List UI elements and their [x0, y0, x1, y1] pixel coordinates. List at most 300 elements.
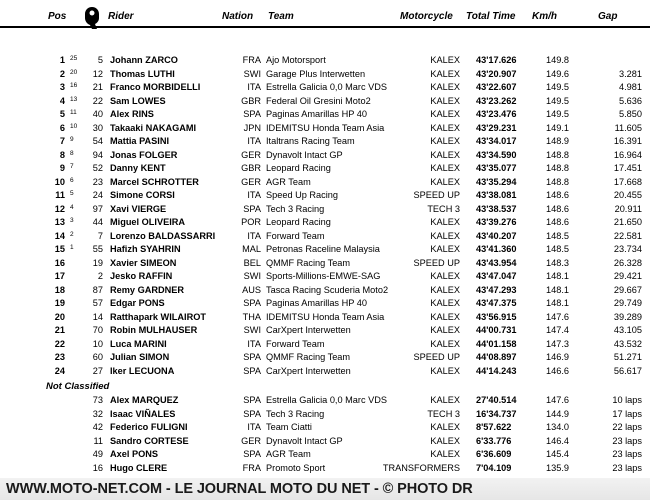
cell-grid-position: 2 — [70, 230, 74, 238]
cell-nation: POR — [241, 217, 261, 227]
cell-total-time: 43'23.476 — [476, 109, 517, 119]
table-row — [0, 462, 650, 476]
cell-position: 21 — [54, 325, 65, 335]
cell-total-time: 43'22.607 — [476, 82, 517, 92]
cell-team: Forward Team — [266, 230, 325, 241]
cell-total-time: 43'40.207 — [476, 230, 517, 241]
header-kmh: Km/h — [532, 11, 557, 22]
cell-rider-name: Edgar PONS — [110, 298, 165, 308]
cell-total-time: 6'33.776 — [476, 435, 512, 446]
cell-nation: SWI — [243, 68, 261, 79]
cell-motorcycle: KALEX — [430, 95, 460, 106]
cell-rider-name: Alex MARQUEZ — [110, 395, 179, 405]
header-nation: Nation — [222, 11, 254, 22]
cell-team: Estrella Galicia 0,0 Marc VDS — [266, 82, 388, 92]
cell-team: Petronas Raceline Malaysia — [266, 244, 380, 254]
cell-rider-number: 23 — [92, 176, 103, 187]
cell-kmh: 148.3 — [546, 257, 569, 268]
cell-nation: SPA — [243, 395, 261, 405]
cell-motorcycle: KALEX — [430, 449, 460, 459]
cell-team: IDEMITSU Honda Team Asia — [266, 311, 385, 322]
not-classified-label: Not Classified — [46, 381, 110, 392]
cell-kmh: 148.6 — [546, 190, 569, 200]
cell-rider-name: Luca MARINI — [110, 338, 167, 349]
table-row — [0, 108, 650, 122]
cell-team: Promoto Sport — [266, 462, 326, 473]
cell-total-time: 27'40.514 — [476, 395, 517, 405]
cell-kmh: 149.5 — [546, 95, 569, 106]
cell-total-time: 43'17.626 — [476, 55, 517, 65]
cell-kmh: 148.1 — [546, 284, 569, 295]
cell-nation: FRA — [242, 462, 261, 473]
cell-nation: THA — [242, 311, 261, 322]
cell-position: 18 — [54, 284, 65, 295]
cell-kmh: 149.5 — [546, 109, 569, 119]
cell-grid-position: 25 — [70, 55, 78, 62]
cell-team: CarXpert Interwetten — [266, 365, 351, 376]
cell-position: 7 — [59, 136, 65, 146]
cell-grid-position: 8 — [70, 149, 74, 157]
cell-grid-position: 9 — [70, 136, 74, 143]
cell-total-time: 43'39.276 — [476, 217, 517, 227]
cell-gap: 29.749 — [613, 298, 642, 308]
cell-rider-number: 5 — [97, 55, 103, 65]
cell-position: 11 — [55, 190, 65, 200]
table-row — [0, 81, 650, 95]
cell-total-time: 44'14.243 — [476, 365, 517, 376]
cell-team: Federal Oil Gresini Moto2 — [266, 95, 371, 106]
cell-rider-name: Sandro CORTESE — [110, 435, 189, 446]
cell-gap: 22 laps — [612, 422, 642, 432]
cell-kmh: 146.4 — [546, 435, 569, 446]
cell-team: Ajo Motorsport — [266, 55, 326, 65]
cell-position: 24 — [54, 365, 65, 376]
cell-nation: GBR — [241, 95, 261, 106]
cell-rider-name: Thomas LUTHI — [110, 68, 175, 79]
cell-gap: 4.981 — [619, 82, 642, 92]
cell-motorcycle: KALEX — [430, 365, 460, 376]
cell-nation: SWI — [243, 325, 261, 335]
cell-gap: 10 laps — [612, 395, 642, 405]
cell-rider-name: Jonas FOLGER — [110, 149, 178, 160]
cell-rider-name: Federico FULIGNI — [110, 422, 188, 432]
cell-gap: 56.617 — [613, 365, 642, 376]
cell-rider-name: Simone CORSI — [110, 190, 175, 200]
cell-total-time: 43'20.907 — [476, 68, 517, 79]
cell-rider-name: Takaaki NAKAGAMI — [110, 122, 197, 133]
cell-rider-name: Danny KENT — [110, 163, 166, 173]
cell-rider-name: Franco MORBIDELLI — [110, 82, 201, 92]
cell-gap: 23 laps — [612, 435, 642, 446]
cell-rider-name: Mattia PASINI — [110, 136, 170, 146]
table-row — [0, 284, 650, 298]
cell-rider-name: Miguel OLIVEIRA — [110, 217, 186, 227]
cell-rider-number: 7 — [97, 230, 103, 241]
cell-rider-number: 21 — [92, 82, 103, 92]
cell-gap: 20.911 — [614, 203, 642, 214]
cell-motorcycle: KALEX — [430, 284, 460, 295]
motorcycle-rider-icon — [82, 6, 102, 30]
table-row — [0, 435, 650, 449]
cell-total-time: 43'38.537 — [476, 203, 517, 214]
cell-total-time: 16'34.737 — [476, 408, 517, 419]
cell-rider-number: 54 — [92, 136, 103, 146]
cell-total-time: 43'34.590 — [476, 149, 517, 160]
cell-position: 13 — [54, 217, 65, 227]
cell-total-time: 44'01.158 — [476, 338, 517, 349]
cell-nation: SPA — [243, 203, 261, 214]
cell-rider-number: 94 — [92, 149, 103, 160]
cell-motorcycle: KALEX — [430, 136, 460, 146]
cell-nation: ITA — [247, 338, 261, 349]
cell-position: 2 — [59, 68, 65, 79]
cell-team: Speed Up Racing — [266, 190, 339, 200]
cell-nation: BEL — [243, 257, 261, 268]
cell-motorcycle: TECH 3 — [427, 203, 460, 214]
cell-total-time: 43'41.360 — [476, 244, 517, 254]
cell-rider-number: 10 — [92, 338, 103, 349]
cell-position: 12 — [54, 203, 65, 214]
table-row — [0, 243, 650, 257]
cell-nation: FRA — [242, 55, 261, 65]
cell-gap: 29.421 — [613, 271, 642, 281]
cell-kmh: 135.9 — [546, 462, 569, 473]
cell-kmh: 148.6 — [546, 203, 569, 214]
cell-gap: 3.281 — [619, 68, 642, 79]
table-row — [0, 54, 650, 68]
cell-gap: 21.650 — [613, 217, 642, 227]
cell-position: 23 — [54, 352, 65, 362]
cell-total-time: 43'29.231 — [476, 122, 517, 133]
cell-team: Paginas Amarillas HP 40 — [266, 298, 367, 308]
cell-kmh: 147.6 — [546, 311, 569, 322]
cell-position: 5 — [59, 109, 65, 119]
cell-motorcycle: KALEX — [430, 217, 460, 227]
cell-nation: ITA — [247, 82, 261, 92]
table-row — [0, 203, 650, 217]
cell-kmh: 146.9 — [546, 352, 569, 362]
table-row — [0, 176, 650, 190]
cell-team: Tasca Racing Scuderia Moto2 — [266, 284, 389, 295]
cell-motorcycle: KALEX — [430, 55, 460, 65]
cell-gap: 43.105 — [613, 325, 642, 335]
cell-total-time: 43'56.915 — [476, 311, 517, 322]
cell-nation: GER — [241, 176, 261, 187]
header-team: Team — [268, 11, 294, 22]
footer-banner: WWW.MOTO-NET.COM - LE JOURNAL MOTO DU NET - © PHOTO DR — [0, 478, 650, 500]
cell-grid-position: 1 — [70, 244, 74, 251]
cell-position: 17 — [54, 271, 65, 281]
cell-motorcycle: SPEED UP — [413, 352, 460, 362]
cell-nation: ITA — [247, 230, 261, 241]
table-row — [0, 297, 650, 311]
cell-nation: SPA — [243, 449, 261, 459]
cell-position: 6 — [59, 122, 65, 133]
cell-rider-number: 44 — [92, 217, 103, 227]
cell-team: QMMF Racing Team — [266, 352, 351, 362]
cell-total-time: 7'04.109 — [476, 462, 512, 473]
cell-motorcycle: KALEX — [430, 163, 460, 173]
cell-kmh: 146.6 — [546, 365, 569, 376]
cell-team: Sports-Millions-EMWE-SAG — [266, 271, 381, 281]
cell-total-time: 43'47.293 — [476, 284, 517, 295]
cell-rider-number: 19 — [92, 257, 103, 268]
cell-team: Garage Plus Interwetten — [266, 68, 366, 79]
cell-team: Forward Team — [266, 338, 325, 349]
cell-kmh: 147.4 — [546, 325, 569, 335]
cell-rider-name: Jesko RAFFIN — [110, 271, 173, 281]
cell-team: Team Ciatti — [266, 422, 312, 432]
cell-total-time: 6'36.609 — [476, 449, 512, 459]
cell-rider-number: 57 — [92, 298, 103, 308]
cell-total-time: 44'08.897 — [476, 352, 517, 362]
cell-total-time: 43'34.017 — [476, 136, 517, 146]
cell-position: 15 — [54, 244, 65, 254]
cell-rider-number: 40 — [92, 109, 103, 119]
cell-motorcycle: TECH 3 — [427, 408, 460, 419]
cell-team: QMMF Racing Team — [266, 257, 351, 268]
table-row — [0, 68, 650, 82]
cell-nation: ITA — [247, 190, 261, 200]
cell-rider-name: Ratthapark WILAIROT — [110, 311, 206, 322]
cell-rider-number: 32 — [92, 408, 103, 419]
cell-grid-position: 13 — [70, 95, 78, 103]
cell-rider-name: Isaac VIÑALES — [110, 408, 176, 419]
cell-rider-number: 87 — [92, 284, 103, 295]
cell-grid-position: 11 — [70, 109, 77, 116]
cell-gap: 17.451 — [613, 163, 642, 173]
cell-total-time: 8'57.622 — [476, 422, 512, 432]
cell-kmh: 149.6 — [546, 68, 569, 79]
table-row — [0, 311, 650, 325]
cell-motorcycle: KALEX — [430, 422, 460, 432]
header-pos: Pos — [48, 11, 67, 22]
cell-kmh: 147.3 — [546, 338, 569, 349]
cell-motorcycle: KALEX — [430, 244, 460, 254]
cell-rider-number: 70 — [92, 325, 103, 335]
cell-kmh: 148.8 — [546, 163, 569, 173]
cell-position: 19 — [54, 298, 65, 308]
cell-motorcycle: KALEX — [430, 435, 460, 446]
cell-gap: 23 laps — [612, 462, 642, 473]
cell-rider-number: 27 — [92, 365, 103, 376]
cell-team: Leopard Racing — [266, 163, 331, 173]
cell-nation: GER — [241, 435, 261, 446]
cell-rider-number: 11 — [93, 435, 103, 446]
cell-motorcycle: KALEX — [430, 338, 460, 349]
cell-kmh: 148.9 — [546, 136, 569, 146]
cell-rider-name: Iker LECUONA — [110, 365, 175, 376]
table-row — [0, 324, 650, 338]
cell-gap: 16.964 — [613, 149, 642, 160]
cell-rider-number: 97 — [92, 203, 103, 214]
cell-grid-position: 5 — [70, 190, 74, 197]
table-row — [0, 365, 650, 379]
cell-motorcycle: KALEX — [430, 298, 460, 308]
table-row — [0, 394, 650, 408]
cell-gap: 29.667 — [613, 284, 642, 295]
cell-nation: MAL — [242, 244, 261, 254]
cell-gap: 39.289 — [613, 311, 642, 322]
cell-team: AGR Team — [266, 449, 311, 459]
cell-gap: 5.850 — [619, 109, 642, 119]
table-row — [0, 230, 650, 244]
table-row — [0, 270, 650, 284]
cell-kmh: 149.5 — [546, 82, 569, 92]
cell-rider-name: Johann ZARCO — [110, 55, 178, 65]
cell-rider-name: Sam LOWES — [110, 95, 166, 106]
cell-nation: SPA — [243, 109, 261, 119]
header-gap: Gap — [598, 11, 618, 22]
cell-nation: SPA — [243, 298, 261, 308]
cell-team: CarXpert Interwetten — [266, 325, 351, 335]
cell-motorcycle: SPEED UP — [413, 190, 460, 200]
table-row — [0, 122, 650, 136]
cell-gap: 16.391 — [613, 136, 642, 146]
header-total-time: Total Time — [466, 11, 516, 22]
cell-kmh: 134.0 — [546, 422, 569, 432]
cell-rider-name: Axel PONS — [110, 449, 158, 459]
cell-gap: 20.455 — [613, 190, 642, 200]
cell-team: Tech 3 Racing — [266, 408, 325, 419]
cell-gap: 43.532 — [613, 338, 642, 349]
cell-position: 14 — [54, 230, 65, 241]
cell-position: 20 — [54, 311, 65, 322]
cell-motorcycle: KALEX — [430, 230, 460, 241]
cell-gap: 17 laps — [612, 408, 642, 419]
cell-nation: ITA — [247, 422, 261, 432]
cell-total-time: 43'43.954 — [476, 257, 517, 268]
cell-position: 4 — [59, 95, 65, 106]
cell-grid-position: 10 — [70, 122, 78, 130]
cell-rider-number: 22 — [92, 95, 103, 106]
cell-total-time: 43'47.047 — [476, 271, 517, 281]
cell-motorcycle: KALEX — [430, 271, 460, 281]
cell-kmh: 147.6 — [546, 395, 569, 405]
cell-grid-position: 3 — [70, 217, 74, 224]
cell-rider-number: 30 — [92, 122, 103, 133]
table-row — [0, 338, 650, 352]
cell-motorcycle: KALEX — [430, 68, 460, 79]
cell-rider-name: Lorenzo BALDASSARRI — [110, 230, 216, 241]
table-row — [0, 408, 650, 422]
cell-rider-number: 24 — [92, 190, 103, 200]
cell-motorcycle: KALEX — [430, 311, 460, 322]
cell-gap: 11.605 — [614, 122, 642, 133]
cell-nation: SPA — [243, 365, 261, 376]
cell-total-time: 43'23.262 — [476, 95, 517, 106]
cell-gap: 23 laps — [612, 449, 642, 459]
cell-kmh: 148.5 — [546, 244, 569, 254]
cell-total-time: 43'47.375 — [476, 298, 517, 308]
cell-rider-name: Robin MULHAUSER — [110, 325, 198, 335]
cell-position: 3 — [59, 82, 65, 92]
cell-kmh: 148.8 — [546, 149, 569, 160]
table-row — [0, 448, 650, 462]
cell-kmh: 148.5 — [546, 230, 569, 241]
cell-rider-number: 12 — [92, 68, 103, 79]
cell-kmh: 144.9 — [546, 408, 569, 419]
header-motorcycle: Motorcycle — [400, 11, 453, 22]
cell-gap: 5.636 — [619, 95, 642, 106]
not-classified-results — [0, 394, 650, 475]
cell-motorcycle: KALEX — [430, 149, 460, 160]
cell-gap: 17.668 — [613, 176, 642, 187]
cell-motorcycle: KALEX — [430, 325, 460, 335]
cell-grid-position: 6 — [70, 176, 74, 184]
cell-grid-position: 7 — [70, 163, 74, 170]
cell-team: Dynavolt Intact GP — [266, 149, 343, 160]
cell-kmh: 148.1 — [546, 271, 569, 281]
cell-team: Tech 3 Racing — [266, 203, 325, 214]
cell-rider-number: 42 — [92, 422, 103, 432]
cell-total-time: 44'00.731 — [476, 325, 517, 335]
cell-position: 9 — [59, 163, 65, 173]
cell-rider-number: 16 — [92, 462, 103, 473]
table-row — [0, 149, 650, 163]
cell-rider-number: 55 — [92, 244, 103, 254]
cell-gap: 51.271 — [613, 352, 642, 362]
cell-total-time: 43'35.077 — [476, 163, 517, 173]
cell-position: 1 — [59, 55, 65, 65]
table-row — [0, 257, 650, 271]
cell-rider-name: Xavi VIERGE — [110, 203, 167, 214]
cell-gap: 22.581 — [613, 230, 642, 241]
cell-rider-number: 73 — [92, 395, 103, 405]
cell-rider-name: Remy GARDNER — [110, 284, 185, 295]
cell-motorcycle: TRANSFORMERS — [382, 462, 460, 473]
classified-results — [0, 54, 650, 378]
cell-motorcycle: KALEX — [430, 122, 460, 133]
cell-motorcycle: KALEX — [430, 176, 460, 187]
cell-kmh: 148.1 — [546, 298, 569, 308]
cell-motorcycle: SPEED UP — [413, 257, 460, 268]
cell-rider-name: Xavier SIMEON — [110, 257, 177, 268]
cell-total-time: 43'38.081 — [476, 190, 517, 200]
cell-nation: SPA — [243, 352, 261, 362]
table-row — [0, 421, 650, 435]
cell-team: AGR Team — [266, 176, 311, 187]
cell-gap: 26.328 — [613, 257, 642, 268]
cell-position: 16 — [54, 257, 65, 268]
cell-position: 10 — [54, 176, 65, 187]
table-row — [0, 162, 650, 176]
table-row — [0, 135, 650, 149]
table-row — [0, 95, 650, 109]
cell-nation: ITA — [247, 136, 261, 146]
cell-rider-name: Alex RINS — [110, 109, 154, 119]
cell-position: 8 — [59, 149, 65, 160]
cell-nation: SPA — [243, 408, 261, 419]
cell-motorcycle: KALEX — [430, 395, 460, 405]
table-row — [0, 216, 650, 230]
cell-grid-position: 4 — [70, 203, 74, 211]
header-rider: Rider — [108, 11, 134, 22]
cell-total-time: 43'35.294 — [476, 176, 517, 187]
cell-kmh: 148.8 — [546, 176, 569, 187]
cell-nation: JPN — [243, 122, 261, 133]
cell-team: Italtrans Racing Team — [266, 136, 355, 146]
cell-motorcycle: KALEX — [430, 82, 460, 92]
cell-nation: SWI — [243, 271, 261, 281]
cell-rider-number: 52 — [92, 163, 103, 173]
cell-kmh: 149.1 — [546, 122, 569, 133]
cell-rider-name: Hugo CLERE — [110, 462, 168, 473]
cell-team: Dynavolt Intact GP — [266, 435, 343, 446]
cell-motorcycle: KALEX — [430, 109, 460, 119]
cell-rider-name: Julian SIMON — [110, 352, 170, 362]
results-header — [0, 6, 650, 28]
